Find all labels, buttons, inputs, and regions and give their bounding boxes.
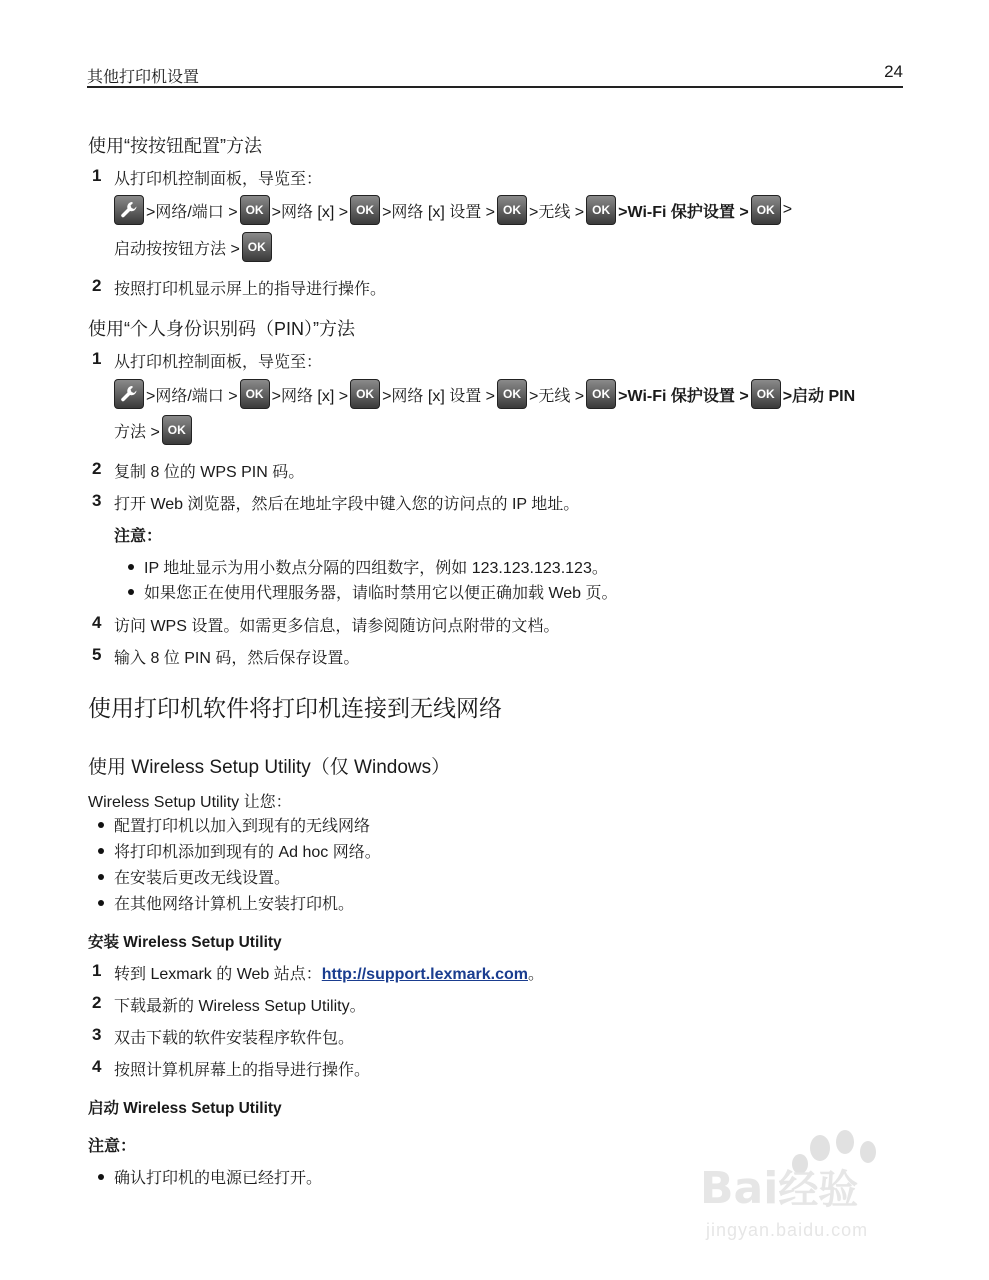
ok-button[interactable]: OK xyxy=(497,379,527,409)
page-number: 24 xyxy=(884,62,903,81)
wrench-button[interactable] xyxy=(114,195,144,225)
list-item: 配置打印机以加入到现有的无线网络 xyxy=(98,813,370,836)
header-title: 其他打印机设置 xyxy=(87,69,200,86)
step-text: 下载最新的 Wireless Setup Utility。 xyxy=(114,998,366,1015)
step-number: 2 xyxy=(92,993,102,1012)
bullet-icon xyxy=(98,874,104,880)
path-segment: >Wi-Fi 保护设置 > xyxy=(618,203,749,221)
step-number: 3 xyxy=(92,491,102,510)
path-segment: >无线 > xyxy=(529,203,585,221)
ok-button[interactable]: OK xyxy=(240,379,270,409)
install-title: 安装 Wireless Setup Utility xyxy=(88,934,282,951)
bullet-icon xyxy=(128,564,134,570)
launch-title: 启动 Wireless Setup Utility xyxy=(88,1100,282,1117)
bullet-icon xyxy=(98,900,104,906)
note-label: 注意： xyxy=(114,528,163,545)
step-number: 4 xyxy=(92,613,102,632)
path-segment: >启动 PIN xyxy=(782,387,856,405)
intro-text: Wireless Setup Utility 让您： xyxy=(88,794,292,811)
ok-button[interactable]: OK xyxy=(586,195,616,225)
path-segment: >网络 [x] 设置 > xyxy=(382,203,495,221)
bullet-icon xyxy=(98,1174,104,1180)
step-number: 4 xyxy=(92,1057,102,1076)
path-segment: >网络 [x] > xyxy=(271,387,349,405)
lexmark-support-link[interactable]: http://support.lexmark.com xyxy=(321,966,528,983)
ok-button[interactable]: OK xyxy=(586,379,616,409)
step-text: 复制 8 位的 WPS PIN 码。 xyxy=(114,464,305,481)
step-number: 1 xyxy=(92,349,102,368)
watermark-url: jingyan.baidu.com xyxy=(706,1220,869,1240)
ok-button[interactable]: OK xyxy=(350,195,380,225)
step-number: 3 xyxy=(92,1025,102,1044)
step-number: 1 xyxy=(92,166,102,185)
path-segment: 启动按按钮方法 > xyxy=(114,240,240,258)
note-label: 注意： xyxy=(88,1138,137,1155)
section-pin-title: 使用“个人身份识别码（PIN）”方法 xyxy=(88,319,355,339)
ok-button[interactable]: OK xyxy=(350,379,380,409)
note-item: 如果您正在使用代理服务器，请临时禁用它以便正确加载 Web 页。 xyxy=(128,580,618,603)
ok-button[interactable]: OK xyxy=(162,415,192,445)
ok-button[interactable]: OK xyxy=(751,379,781,409)
step-number: 2 xyxy=(92,276,102,295)
path-segment: >网络 [x] 设置 > xyxy=(382,387,495,405)
bullet-icon xyxy=(98,848,104,854)
nav-path-2-cont xyxy=(114,415,192,445)
step-text: 从打印机控制面板，导览至： xyxy=(114,354,323,371)
note-item: 确认打印机的电源已经打开。 xyxy=(98,1165,322,1188)
nav-path-1 xyxy=(114,195,794,225)
list-item: 将打印机添加到现有的 Ad hoc 网络。 xyxy=(98,839,381,862)
step-text: 访问 WPS 设置。如需更多信息，请参阅随访问点附带的文档。 xyxy=(114,618,560,635)
path-segment: >无线 > xyxy=(529,387,585,405)
path-segment: > xyxy=(782,201,793,218)
ok-button[interactable]: OK xyxy=(242,232,272,262)
wrench-icon xyxy=(119,200,139,220)
list-item: 在安装后更改无线设置。 xyxy=(98,865,290,888)
bullet-icon xyxy=(98,822,104,828)
baidu-watermark xyxy=(700,1128,930,1258)
list-item: 在其他网络计算机上安装打印机。 xyxy=(98,891,354,914)
ok-button[interactable]: OK xyxy=(751,195,781,225)
step-text: 按照打印机显示屏上的指导进行操作。 xyxy=(114,281,387,298)
ok-button[interactable]: OK xyxy=(497,195,527,225)
subsection-wireless-title: 使用 Wireless Setup Utility（仅 Windows） xyxy=(88,757,451,778)
step-number: 2 xyxy=(92,459,102,478)
note-item: IP 地址显示为用小数点分隔的四组数字，例如 123.123.123.123。 xyxy=(128,555,608,578)
section-push-button-title: 使用“按按钮配置”方法 xyxy=(88,136,262,156)
step-number: 5 xyxy=(92,645,102,664)
wrench-icon xyxy=(119,384,139,404)
step-text: 输入 8 位 PIN 码，然后保存设置。 xyxy=(114,650,360,667)
path-segment: >Wi-Fi 保护设置 > xyxy=(618,387,749,405)
path-segment: 方法 > xyxy=(114,423,160,441)
path-segment: >网络 [x] > xyxy=(271,203,349,221)
page-header xyxy=(87,62,903,88)
nav-path-2 xyxy=(114,379,857,409)
step-text: 打开 Web 浏览器，然后在地址字段中键入您的访问点的 IP 地址。 xyxy=(114,496,580,513)
section-software-title: 使用打印机软件将打印机连接到无线网络 xyxy=(88,695,502,721)
nav-path-1-cont xyxy=(114,232,272,262)
bullet-icon xyxy=(128,589,134,595)
step-text: 按照计算机屏幕上的指导进行操作。 xyxy=(114,1062,371,1079)
step-text: 双击下载的软件安装程序软件包。 xyxy=(114,1030,355,1047)
step-text: 从打印机控制面板，导览至： xyxy=(114,171,323,188)
ok-button[interactable]: OK xyxy=(240,195,270,225)
path-segment: >网络/端口 > xyxy=(146,203,238,221)
step-number: 1 xyxy=(92,961,102,980)
wrench-button[interactable] xyxy=(114,379,144,409)
step-text: 转到 Lexmark 的 Web 站点：http://support.lexmark.com。 xyxy=(114,966,545,983)
watermark-brand: Bai经验 xyxy=(700,1163,859,1214)
path-segment: >网络/端口 > xyxy=(146,387,238,405)
